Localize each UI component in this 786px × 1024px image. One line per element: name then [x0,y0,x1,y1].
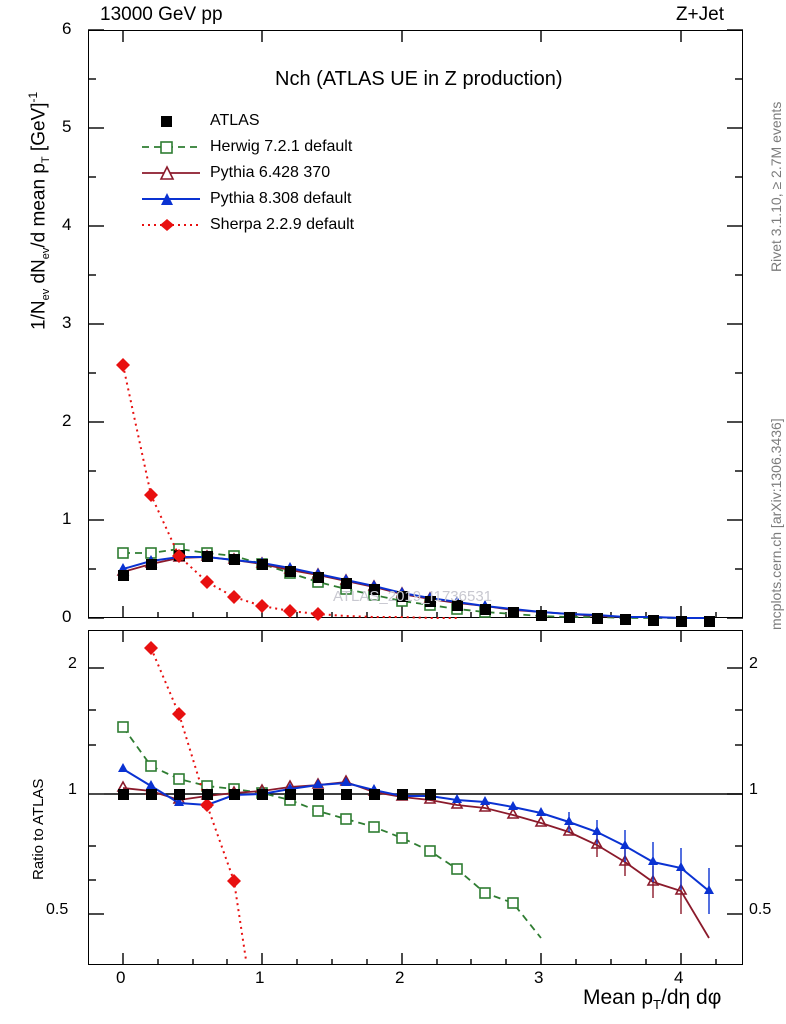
xtick-3: 3 [534,968,544,987]
y-label-part-d: [GeV] [28,102,50,157]
rivet-version-label: Rivet 3.1.10, ≥ 2.7M events [768,101,784,272]
x-label-part-b: /dη dφ [661,986,722,1009]
header-right-label: Z+Jet [675,4,724,25]
main-ytick-2: 2 [62,411,72,430]
legend-key-herwig [140,137,202,157]
main-ytick-1: 1 [62,509,72,528]
main-ytick-5: 5 [62,117,72,136]
legend [140,108,354,238]
legend-item-pythia8[interactable] [140,186,354,212]
ratio-ytick-1-left: 1 [68,781,77,798]
legend-key-pythia8 [140,189,202,209]
y-label-part-c: /d mean p [28,163,50,248]
y-label-sub-T: T [40,156,53,164]
legend-item-herwig[interactable] [140,134,354,160]
y-label-sup: -1 [26,91,40,103]
ratio-plot-frame [88,630,743,965]
legend-key-pythia6 [140,163,202,183]
x-label-sub-T: T [653,997,661,1013]
legend-label-pythia8: Pythia 8.308 default [210,190,352,207]
legend-item-pythia6[interactable] [140,160,354,186]
ratio-ytick-2-right: 2 [749,655,758,672]
y-label-part-a: 1/N [28,300,50,330]
x-label-part-a: Mean p [583,986,654,1009]
legend-key-sherpa [140,215,202,235]
ratio-ytick-0-5-right: 0.5 [749,901,772,918]
legend-item-sherpa[interactable] [140,212,354,238]
legend-item-atlas[interactable] [140,108,354,134]
legend-label-atlas: ATLAS [210,112,260,129]
ratio-y-axis-label: Ratio to ATLAS [30,778,47,880]
ratio-ytick-0-5-left: 0.5 [46,901,69,918]
y-label-sub-ev1: ev [40,288,53,301]
x-axis-label [583,986,721,1012]
main-ytick-4: 4 [62,215,72,234]
ratio-ytick-1-right: 1 [749,781,758,798]
main-ytick-0: 0 [62,607,72,626]
xtick-2: 2 [395,968,405,987]
ratio-ytick-2-left: 2 [68,655,77,672]
legend-label-pythia6: Pythia 6.428 370 [210,164,331,181]
xtick-4: 4 [674,968,684,987]
legend-key-atlas [140,111,202,131]
y-label-sub-ev2: ev [40,247,53,260]
series-sherpa-main [116,358,457,621]
main-ytick-6: 6 [62,19,72,38]
mcplots-arxiv-label: mcplots.cern.ch [arXiv:1306.3436] [768,418,784,630]
y-label-part-b: dN [28,259,50,289]
header-left-label: 13000 GeV pp [100,4,223,25]
analysis-watermark: ATLAS_2019_I1736531 [333,588,493,605]
legend-label-herwig: Herwig 7.2.1 default [210,138,353,155]
plot-title: Nch (ATLAS UE in Z production) [275,68,563,90]
xtick-0: 0 [116,968,126,987]
xtick-1: 1 [255,968,265,987]
main-ytick-3: 3 [62,313,72,332]
legend-label-sherpa: Sherpa 2.2.9 default [210,216,355,233]
